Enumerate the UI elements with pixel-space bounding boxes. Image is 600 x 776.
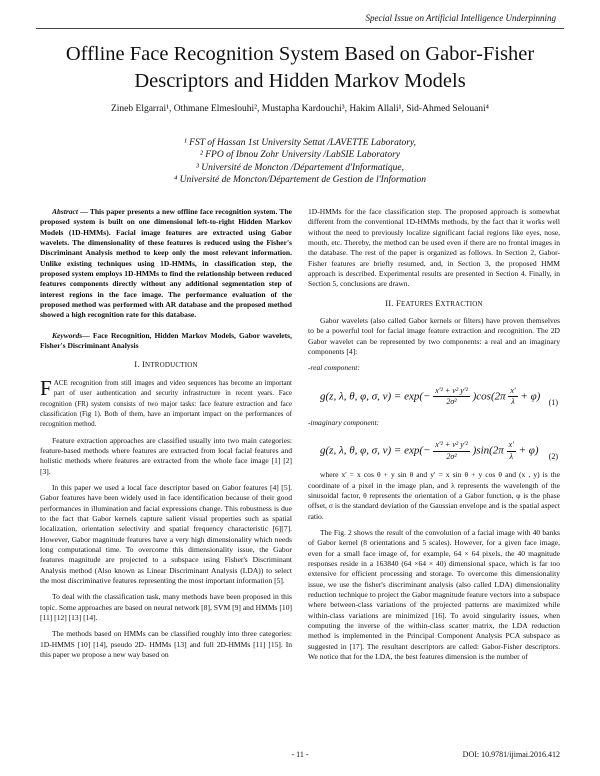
paper-title: Offline Face Recognition System Based on Gabor-Fisher Descriptors and Hidden Markov Models	[65, 43, 535, 92]
abstract-text: This paper presents a new offline face recognition system. The proposed system is built on one dimensional left-to-right Hidden Markov Models (1D-HMMs). Facial image features are extracted using Gabor wavelets. The dimensionality of these features is reduced using the Fisher's Discriminant Analysis method to keep only the most relevant information. Unlike existing techniques using 1D-HMMs, in classification step, the proposed system employs 1D-HMMs to find the relationship between reduced features components directly without any additional segmentation step of interest regions in the face image. The performance evaluation of the proposed method was performed with AR database and the proposed method showed a high recognition rate for this database.	[40, 207, 292, 320]
page-number: - 11 -	[291, 750, 309, 759]
keywords-text: Face Recognition, Hidden Markov Models, Gabor wavelets, Fisher's Discriminant Analysis	[40, 330, 292, 351]
drop-cap: F	[40, 375, 52, 400]
affiliation: ⁴ Université de Moncton/Département de Gestion de l'Information	[173, 175, 427, 186]
section-heading-features-extraction: II. FEATURES EXTRACTION	[385, 297, 483, 308]
left-column	[40, 207, 292, 666]
header-rule	[36, 28, 564, 29]
intro-paragraph: FACE recognition from still images and video sequences has become an important part of user authentication and security infrastructure in recent years. Face recognition (FR) system consists of two major tasks: face feature extraction and face classification (Fig 1). Both of them, have an important impact on the performances of recognition method.	[40, 375, 292, 429]
intro-paragraph: Feature extraction approaches are classified usually into two main categories: feature-based methods where features are extracted from local facial features and holistic methods where features are extracted from the whole face image [1] [2] [3].	[40, 435, 292, 476]
journal-header: Special Issue on Artificial Intelligence Underpinning	[365, 13, 556, 23]
intro-paragraph: To deal with the classification task, many methods have been proposed in this topic. Some approaches are based on neural network [8], SVM [9] and HMMs [10] [11] [12] [13] [14].	[40, 592, 292, 623]
body-paragraph: 1D-HMMs for the face classification step. The proposed approach is somewhat different from the conventional 1D-HMMs methods, by the fact that it works well without the need to previously localize significant facial regions like eyes, nose, mouth, etc. Thereby, the method can be used even if there are no frontal images in the database. The rest of the paper is organized as follows. In Section 2, Gabor-Fisher features are briefly resumed, and, in Section 3, the proposed HMM approach is described. Experimental results are presented in Section 4. Finally, in Section 5, conclusions are drawn.	[308, 207, 560, 289]
real-component-label: -real component:	[308, 363, 360, 373]
imaginary-component-label: -imaginary component:	[308, 417, 380, 427]
intro-paragraph: The methods based on HMMs can be classified roughly into three categories: 1D-HMMS [10] [14], pseudo 2D- HMMs [13] and full 2D-HMMs [11] [15]. In this paper we propose a new way based on	[40, 629, 292, 660]
equation-1: g(z, λ, θ, φ, σ, ν) = exp(− $\frac{\text{x'² + ν² y'²}}{\text{2σ²}}$ )cos(2π $\frac{x'}{\lambda}$ + φ) (1)	[320, 385, 558, 407]
affiliation: ³ Université de Moncton /Département d'Informatique,	[195, 162, 405, 173]
body-paragraph: The Fig. 2 shows the result of the convolution of a facial image with 40 banks of Gabor kernel (8 orientations and 5 scales). However, for a given face image, even for a small face image of, for example, 64 × 64 pixels, the 40 magnitude responses reside in a 163840 (64 ×64 × 40) dimensional space, which is far too extensive for efficient processing and storage. To overcome this dimensionality issue, we use the fisher's discriminant analysis (also called LDA) dimensionality reduction technique to project the Gabor magnitude feature vectors into a subspace where between-class variations of the projected patterns are maximized while within-class variations are minimized [16]. To avoid singularity issues, when computing the inverse of the within-class scatter matrix, the LDA reduction method is implemented in the Principal Component Analysis PCA subspace as suggested in [17]. The resultant descriptors are called: Gabor-Fisher descriptors. We notice that for the LDA, the best features dimension is the number of	[308, 527, 560, 661]
intro-paragraph: In this paper we used a local face descriptor based on Gabor features [4] [5]. Gabor features have been widely used in face identification because of their good performances in illumination and facial expressions change. This robustness is due to the fact that Gabor kernels capture salient visual properties such as spatial localization, orientation selectivity and spatial frequency characteristic [6][7]. However, Gabor magnitude features have a very high dimensionality which needs long computational time. To overcome this dimensionality issue, the Gabor features magnitude are projected to a subspace using Fisher's Discriminant Analysis method (Also known as Linear Discriminant Analysis (LDA)) to select the most discriminative features representing the most important information [5].	[40, 482, 292, 585]
body-paragraph: where x' = x cos θ + y sin θ and y' = x sin θ + y cos θ and (x , y) is the coordinate of a pixel in the image plan, and λ represents the wavelength of the sinusoidal factor, θ represents the orientation of a Gabor function, φ is the phase offset, σ is the standard deviation of the Gaussian envelope and is the spatial aspect ratio.	[308, 470, 560, 521]
affiliation: ¹ FST of Hassan 1st University Settat /LAVETTE Laboratory,	[183, 138, 417, 148]
authors: Zineb Elgarrai¹, Othmane Elmeslouhi², Mustapha Kardouchi³, Hakim Allali¹, Sid-Ahmed Selouani⁴	[110, 104, 489, 114]
doi-link[interactable]: DOI: 10.9781/ijimai.2016.412	[462, 750, 560, 759]
body-paragraph: Gabor wavelets (also called Gabor kernels or filters) have proven themselves to be a powerful tool for facial image feature extraction and recognition. The 2D Gabor wavelet can be represented by two components: a real and an imaginary components [4]:	[308, 316, 560, 357]
affiliation: ² FPO of Ibnou Zohr University /LabSIE Laboratory	[200, 150, 400, 161]
abstract	[40, 207, 292, 321]
section-heading-introduction: I. INTRODUCTION	[134, 359, 198, 370]
equation-2: g(z, λ, θ, φ, σ, ν) = exp(− $\frac{\text{x'² + ν² y'²}}{\text{2σ²}}$ )sin(2π $\frac{x'}{\lambda}$ + φ) (2)	[320, 440, 558, 462]
equation-number: (2)	[548, 452, 558, 462]
abstract-label: Abstract —	[52, 207, 88, 216]
affiliations	[40, 137, 560, 187]
keywords-label: Keywords—	[52, 330, 90, 340]
right-column	[308, 207, 560, 668]
keywords	[40, 331, 292, 352]
equation-number: (1)	[548, 397, 558, 407]
